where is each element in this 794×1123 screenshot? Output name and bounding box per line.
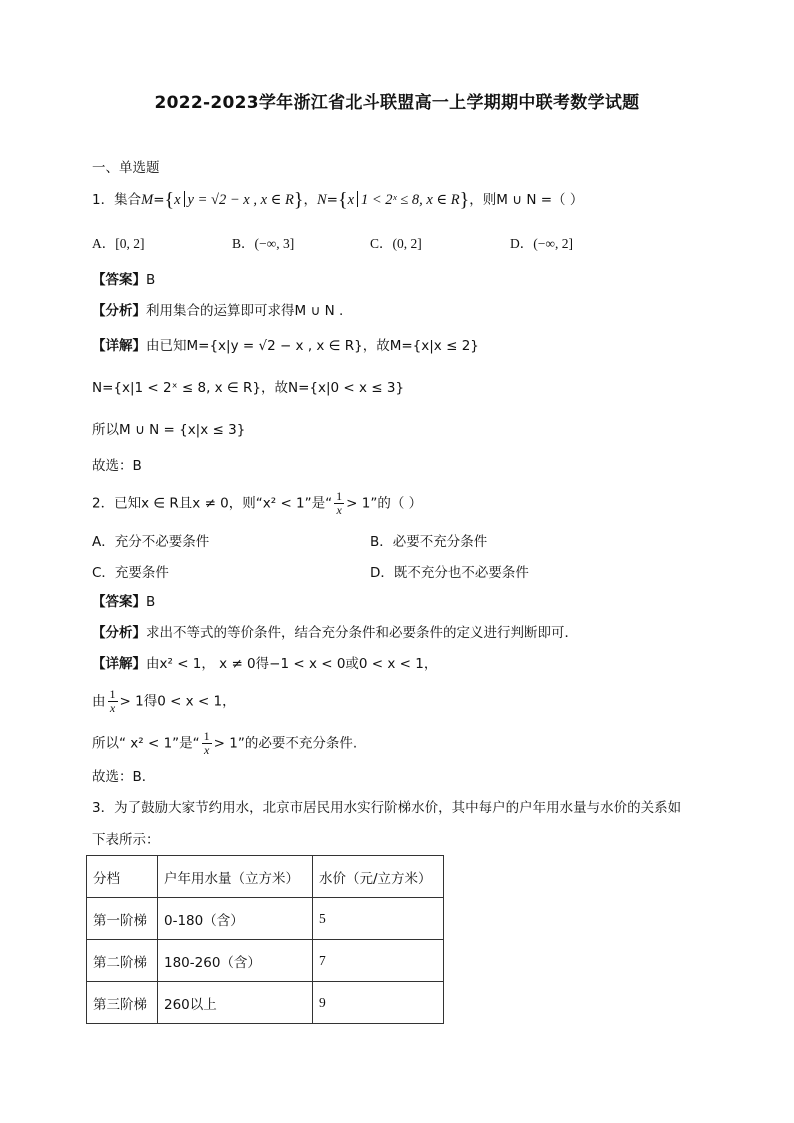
section-heading: 一、单选题 xyxy=(92,160,160,176)
table-header-cell: 水价（元/立方米） xyxy=(313,856,444,898)
table-row xyxy=(87,898,444,940)
table-cell: 5 xyxy=(313,898,444,940)
q1-analysis: 【分析】利用集合的运算即可求得M ∪ N . xyxy=(92,303,344,319)
table-cell: 260以上 xyxy=(158,982,313,1024)
table-row xyxy=(87,940,444,982)
page-title: 2022-2023学年浙江省北斗联盟高一上学期期中联考数学试题 xyxy=(154,93,640,113)
q2-option-b: B．必要不充分条件 xyxy=(370,534,488,550)
q2-detail-3: 所以“ x² < 1”是“ $\frac{1}{x}$ > 1”的必要不充分条件. xyxy=(92,729,358,757)
q1-number: 1．集合 xyxy=(92,192,142,208)
table-cell: 7 xyxy=(313,940,444,982)
question-1-stem: 1．集合M={x y = √2 − x , x ∈ R}，N={x 1 < 2ˣ ≤ 8, x ∈ R}，则M ∪ N =（ ） xyxy=(92,189,584,211)
q1-option-a: A．[0, 2] xyxy=(92,236,145,251)
q1-option-d: D．(−∞, 2] xyxy=(510,236,573,251)
table-cell: 第三阶梯 xyxy=(87,982,158,1024)
table-cell: 第一阶梯 xyxy=(87,898,158,940)
q1-detail-3: 所以M ∪ N = {x|x ≤ 3} xyxy=(92,422,246,438)
water-price-table xyxy=(86,855,444,1024)
table-cell: 0-180（含） xyxy=(158,898,313,940)
table-cell: 第二阶梯 xyxy=(87,940,158,982)
q1-detail-1: 【详解】由已知M={x|y = √2 − x , x ∈ R}，故M={x|x ≤ 2} xyxy=(92,338,479,354)
q1-detail-2: N={x|1 < 2ˣ ≤ 8, x ∈ R}，故N={x|0 < x ≤ 3} xyxy=(92,380,405,396)
q2-option-d: D．既不充分也不必要条件 xyxy=(370,565,529,581)
q2-detail-2: 由 $\frac{1}{x}$ > 1得0 < x < 1， xyxy=(92,687,236,715)
q2-fraction: $\frac{1}{x}$ xyxy=(336,489,343,517)
q2-detail-1: 【详解】由x² < 1， x ≠ 0得−1 < x < 0或0 < x < 1， xyxy=(92,656,438,672)
q1-option-c: C．(0, 2] xyxy=(370,236,422,251)
q2-option-c: C．充要条件 xyxy=(92,565,169,581)
q1-choice: 故选：B xyxy=(92,458,142,474)
table-row xyxy=(87,982,444,1024)
q1-answer: 【答案】B xyxy=(92,272,156,288)
question-3-stem-line-1: 3．为了鼓励大家节约用水，北京市居民用水实行阶梯水价，其中每户的户年用水量与水价的关系如 xyxy=(92,800,682,816)
table-header-cell: 户年用水量（立方米） xyxy=(158,856,313,898)
table-header-cell: 分档 xyxy=(87,856,158,898)
table-cell: 180-260（含） xyxy=(158,940,313,982)
q2-option-a: A．充分不必要条件 xyxy=(92,534,210,550)
q2-choice: 故选：B． xyxy=(92,769,156,785)
q2-answer: 【答案】B xyxy=(92,594,156,610)
q2-analysis: 【分析】求出不等式的等价条件，结合充分条件和必要条件的定义进行判断即可． xyxy=(92,625,578,641)
q1-option-b: B．(−∞, 3] xyxy=(232,236,295,251)
question-3-stem-line-2: 下表所示： xyxy=(92,832,160,848)
table-cell: 9 xyxy=(313,982,444,1024)
question-2-stem: 2．已知x ∈ R且x ≠ 0，则“x² < 1”是“ $\frac{1}{x}$ > 1”的（ ） xyxy=(92,489,423,517)
table-header-row xyxy=(87,856,444,898)
